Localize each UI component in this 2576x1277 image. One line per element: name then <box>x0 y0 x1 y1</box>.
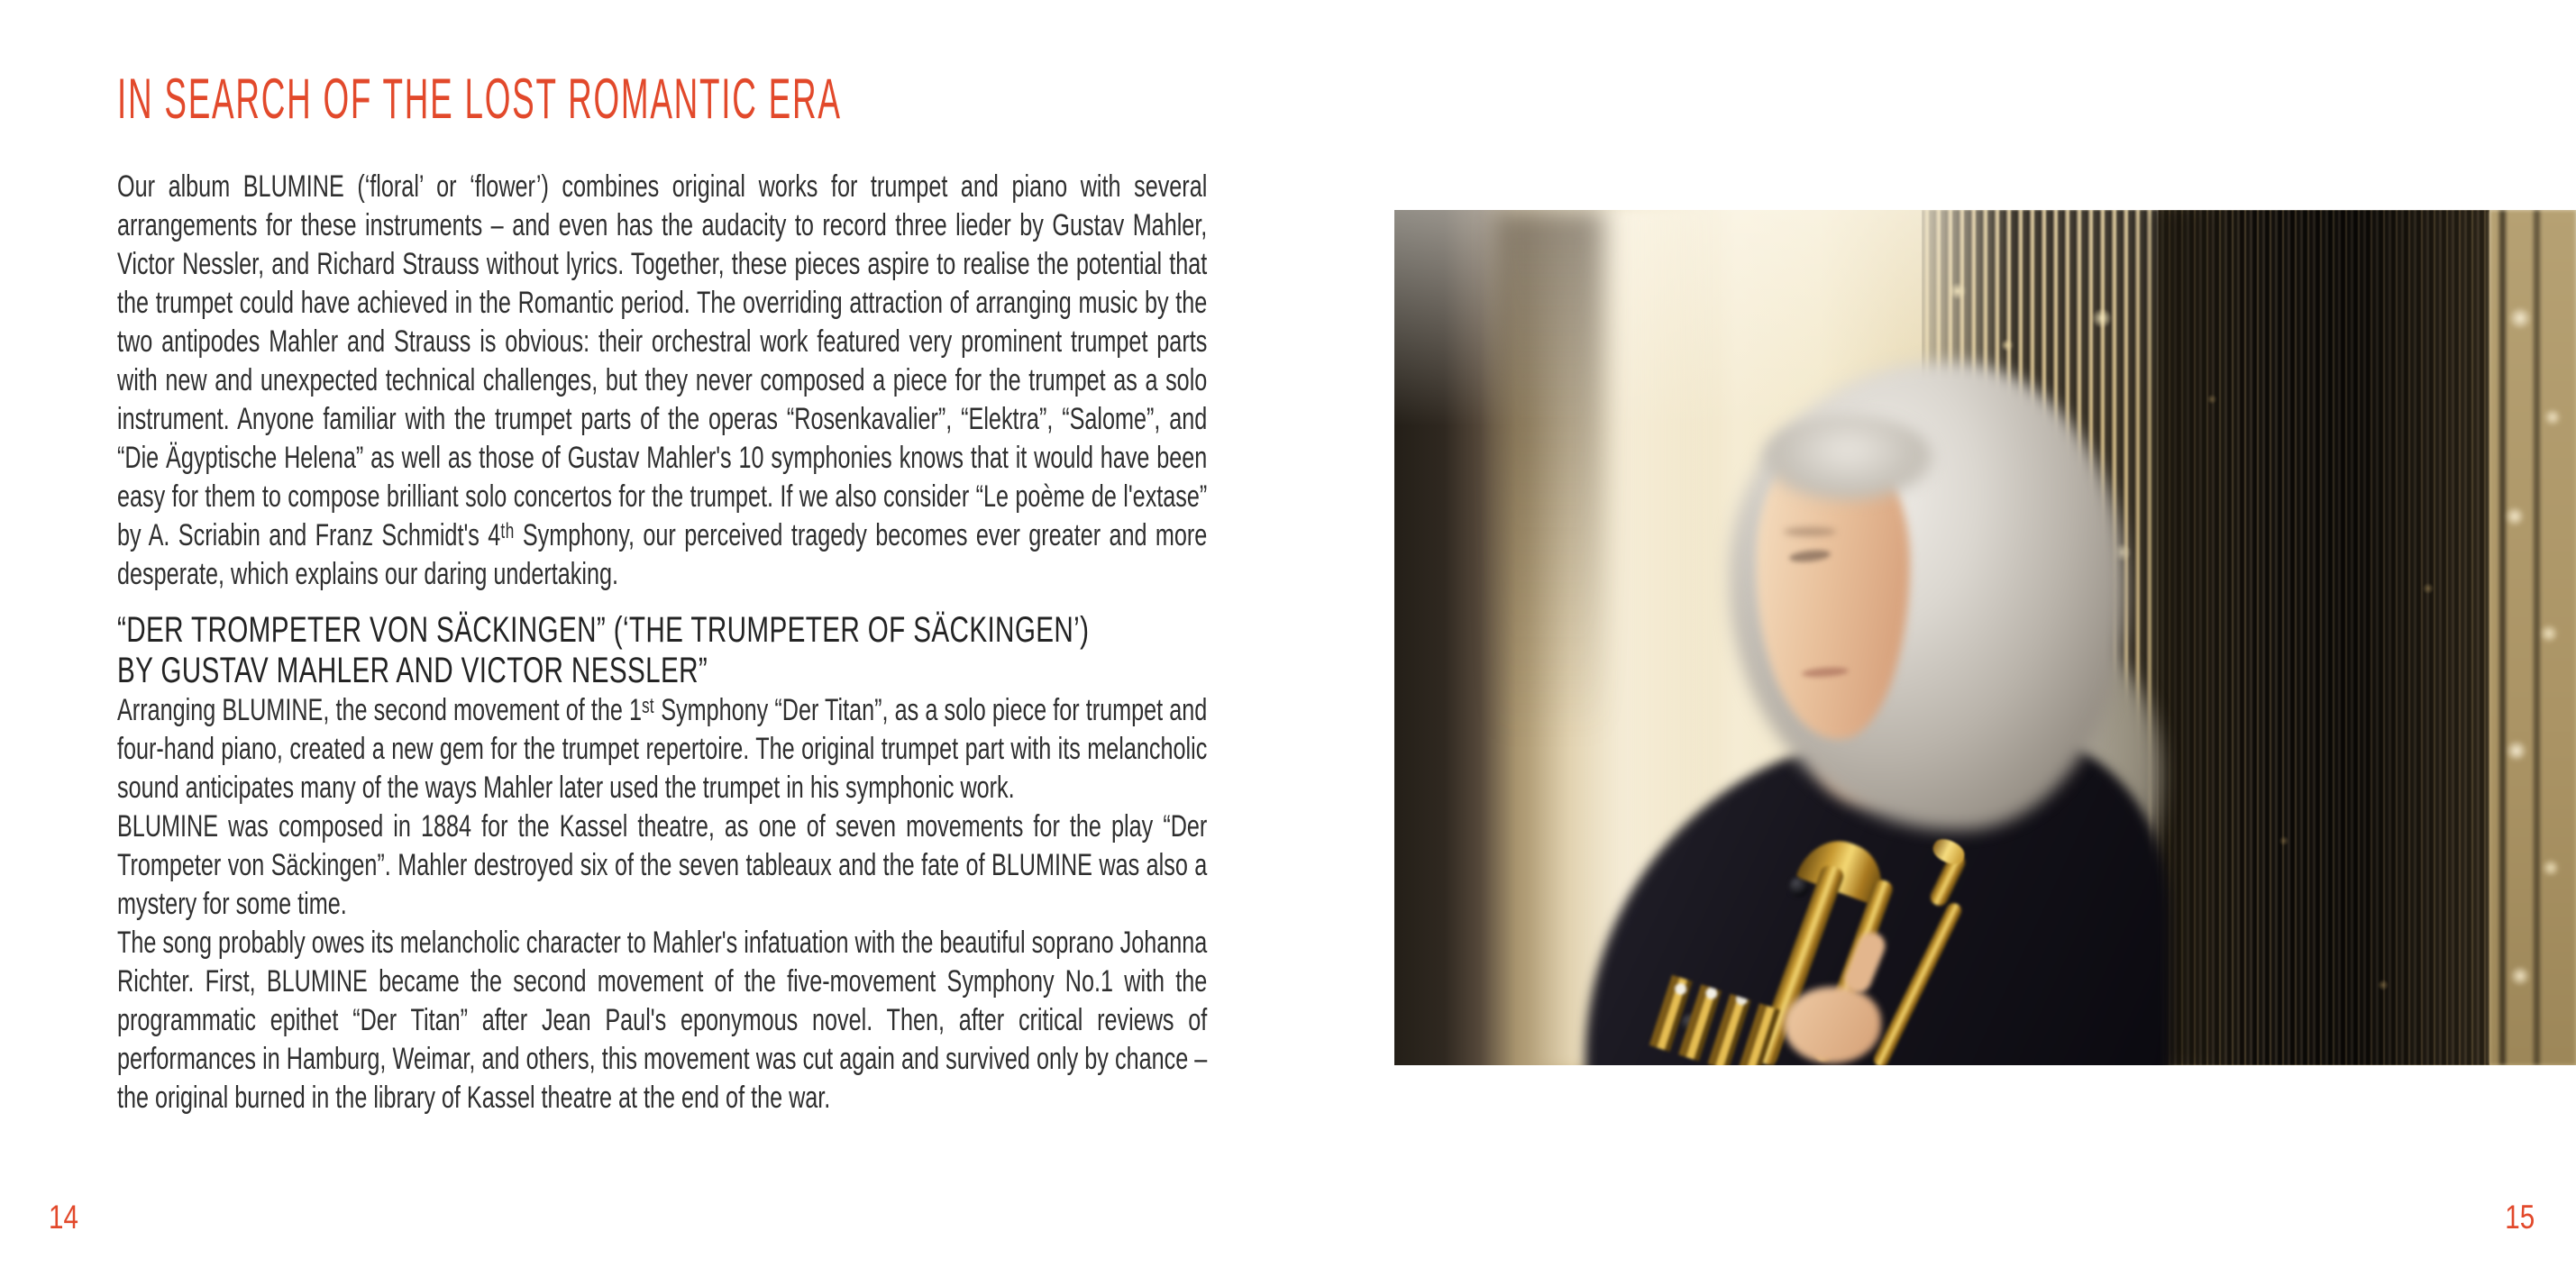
article-text <box>117 168 1207 1117</box>
page-title: IN SEARCH OF THE LOST ROMANTIC ERA <box>117 68 842 131</box>
trumpeter-hand <box>1784 987 1881 1063</box>
page-number-left: 14 <box>49 1199 78 1236</box>
bead-curtain-gold-edge <box>2489 210 2576 1065</box>
paragraph-intro: Our album BLUMINE (‘floral’ or ‘flower’) combines original works for trumpet and piano with several arrangements for these instruments – and even has the audacity to record three lieder by Gustav Mahler, Victor Nessler, and Richard Strauss without lyrics. Together, these pieces aspire to realise the potential that the trumpet could have achieved in the Romantic period. The overriding attraction of arranging music by the two antipodes Mahler and Strauss is obvious: their orchestral work featured very prominent trumpet parts with new and unexpected technical challenges, but they never composed a piece for the trumpet as a solo instrument. Anyone familiar with the trumpet parts of the operas “Rosenkavalier”, “Elektra”, “Salome”, and “Die Ägyptische Helena” as well as those of Gustav Mahler's 10 symphonies knows that it would have been easy for them to compose brilliant solo concertos for the trumpet. If we also consider “Le poème de l'extase” by A. Scriabin and Franz Schmidt's 4ᵗʰ Symphony, our perceived tragedy becomes ever greater and more desperate, which explains our daring undertaking. <box>117 169 1208 591</box>
paragraph-song: The song probably owes its melancholic character to Mahler's infatuation with the beautiful soprano Johanna Richter. First, BLUMINE became the second movement of the five-movement Symphony No.1 with the programmatic epithet “Der Titan” after Jean Paul's eponymous novel. Then, after critical reviews of performances in Hamburg, Weimar, and others, this movement was cut again and survived only by chance – the original burned in the library of Kassel theatre at the end of the war. <box>117 926 1208 1115</box>
trumpeter-brow <box>1784 527 1836 536</box>
subheading-line-2: BY GUSTAV MAHLER AND VICTOR NESSLER” <box>117 651 708 690</box>
subheading-line-1: “DER TROMPETER VON SÄCKINGEN” (‘THE TRUMPETER OF SÄCKINGEN’) <box>117 610 1090 650</box>
photo-dark-band <box>1495 210 1603 740</box>
paragraph-arranging: Arranging BLUMINE, the second movement of the 1ˢᵗ Symphony “Der Titan”, as a solo piece for trumpet and four-hand piano, created a new gem for the trumpet repertoire. The original trumpet part with its melancholic sound anticipates many of the ways Mahler later used the trumpet in his symphonic work. <box>117 693 1208 805</box>
page-number-right: 15 <box>2505 1199 2535 1236</box>
section-subheading <box>117 610 1207 691</box>
portrait-photo <box>1394 210 2576 1065</box>
paragraph-composed: BLUMINE was composed in 1884 for the Kassel theatre, as one of seven movements for the play “Der Trompeter von Säckingen”. Mahler destroyed six of the seven tableaux and the fate of BLUMINE was also a mystery for some time. <box>117 809 1208 921</box>
trumpeter-hair-fringe <box>1762 415 1933 501</box>
